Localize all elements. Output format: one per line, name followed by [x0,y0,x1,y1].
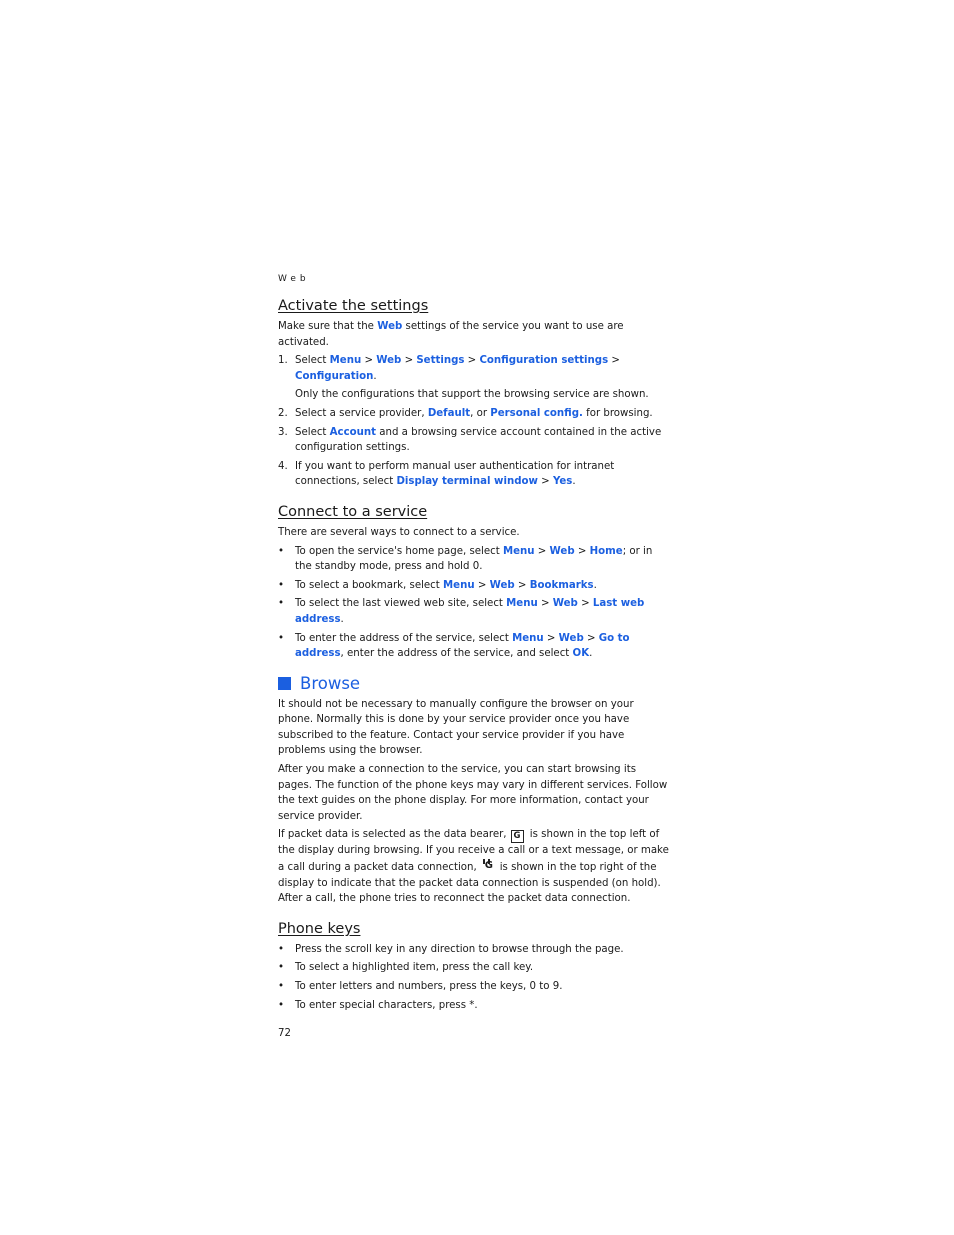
activate-steps [278,353,670,490]
packet-data-icon: G [511,830,524,843]
browse-paragraph-1: It should not be necessary to manually configure the browser on your phone. Normally this is done by your service provider once you have subscribed to the feature. Contact your service provider if you have problems using the browser. [278,698,634,757]
key-web: Web [377,321,403,332]
phone-keys-item: • To enter letters and numbers, press the keys, 0 to 9. [278,981,563,992]
connect-intro: There are several ways to connect to a service. [278,526,520,538]
browse-paragraph-3: If packet data is selected as the data bearer, G is shown in the top left of the display during browsing. If you receive a call or a text message, or make a call during a packet data connection, G is shown in the top right of the display to indicate that the packet data connection is suspended (on hold). After a call, the phone tries to reconnect the packet data connection. [278,829,669,905]
phone-keys-item: • To select a highlighted item, press the call key. [278,962,534,974]
heading-activate-settings: Activate the settings [278,298,429,314]
phone-keys-list [278,942,670,1013]
connect-item-go-to-address: • To enter the address of the service, select Menu > Web > Go to address, enter the address of the service, and select OK. [278,632,630,660]
browse-paragraph-2: After you make a connection to the service, you can start browsing its pages. The function of the phone keys may vary in different services. Follow the text guides on the phone display. For more information, contact your service provider. [278,764,668,822]
connect-item-bookmark: • To select a bookmark, select Menu > Web > Bookmarks. [278,579,597,591]
step-3: 3. Select Account and a browsing service account contained in the active configuration settings. [278,426,662,454]
phone-keys-item: • To enter special characters, press *. [278,999,478,1011]
packet-data-suspended-icon: G [484,860,493,872]
connect-item-home: • To open the service's home page, select Menu > Web > Home; or in the standby mode, press and hold 0. [278,545,653,573]
heading-phone-keys: Phone keys [278,920,361,937]
section-square-icon [278,677,291,690]
connect-item-last-address: • To select the last viewed web site, select Menu > Web > Last web address. [278,598,645,625]
running-head: Web [278,274,310,284]
manual-page [278,272,670,1042]
heading-connect-service: Connect to a service [278,503,428,520]
phone-keys-item: • Press the scroll key in any direction to browse through the page. [278,943,624,955]
heading-browse: Browse [278,674,670,694]
step-1-note: Only the configurations that support the browsing service are shown. [295,389,649,401]
activate-intro: Make sure that the Web settings of the service you want to use are activated. [278,321,624,348]
step-2: 2. Select a service provider, Default, or Personal config. for browsing. [278,407,653,419]
connect-list [278,544,670,662]
page-number: 72 [278,1028,291,1040]
step-4: 4. If you want to perform manual user authentication for intranet connections, select Display terminal window > Yes. [278,460,615,488]
step-1: 1. Select Menu > Web > Settings > Configuration settings > Configuration. [278,355,620,382]
